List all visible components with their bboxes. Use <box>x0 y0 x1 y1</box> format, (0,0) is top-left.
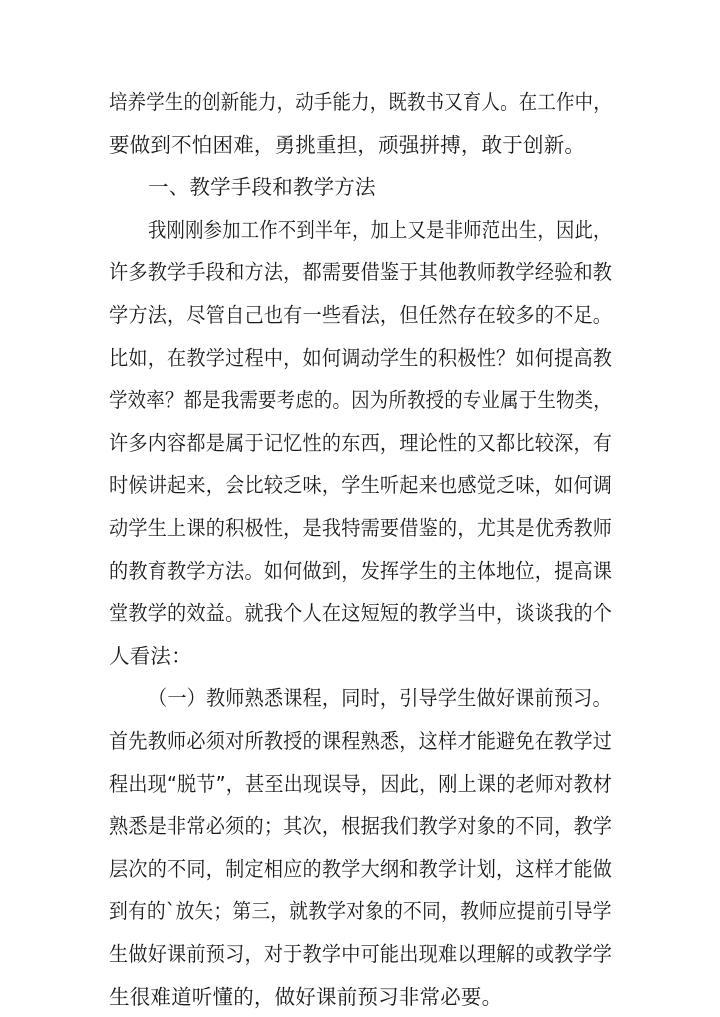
text-line-22: 生很难道听懂的，做好课前预习非常必要。 <box>109 984 503 1009</box>
text-line-12: 的教育教学方法。如何做到，发挥学生的主体地位，提高课 <box>109 558 613 583</box>
text-line-19: 层次的不同，制定相应的教学大纲和教学计划，这样才能做 <box>109 856 613 881</box>
text-line-17: 程出现“脱节”，甚至出现误导，因此，刚上课的老师对教材 <box>109 771 613 796</box>
subsection-heading-1: （一）教师熟悉课程，同时，引导学生做好课前预习。 <box>148 686 612 711</box>
text-line-8: 学效率？都是我需要考虑的。因为所教授的专业属于生物类， <box>109 388 612 413</box>
text-line-10: 时候讲起来，会比较乏味，学生听起来也感觉乏味，如何调 <box>109 473 613 498</box>
text-line-7: 比如，在教学过程中，如何调动学生的积极性？如何提高教 <box>109 345 613 370</box>
text-line-6: 学方法，尽管自己也有一些看法，但任然存在较多的不足。 <box>109 303 613 327</box>
text-line-20: 到有的`放矢；第三，就教学对象的不同，教师应提前引导学 <box>109 899 612 924</box>
section-heading-1: 一、教学手段和教学方法 <box>148 175 376 200</box>
text-line-1: 培养学生的创新能力，动手能力，既教书又育人。在工作中， <box>109 90 612 114</box>
text-line-5: 许多教学手段和方法，都需要借鉴于其他教师教学经验和教 <box>109 260 613 285</box>
text-line-18: 熟悉是非常必须的；其次，根据我们教学对象的不同，教学 <box>109 814 613 839</box>
text-line-11: 动学生上课的积极性，是我特需要借鉴的，尤其是优秀教师 <box>109 516 613 540</box>
text-line-2: 要做到不怕困难，勇挑重担，顽强拼搏，敢于创新。 <box>109 132 586 157</box>
text-line-9: 许多内容都是属于记忆性的东西，理论性的又都比较深，有 <box>109 430 613 455</box>
text-line-21: 生做好课前预习，对于教学中可能出现难以理解的或教学学 <box>109 942 613 966</box>
text-line-13: 堂教学的效益。就我个人在这短短的教学当中，谈谈我的个 <box>109 601 613 626</box>
text-line-14: 人看法： <box>109 643 192 668</box>
text-line-16: 首先教师必须对所教授的课程熟悉，这样才能避免在教学过 <box>109 729 613 753</box>
text-line-4: 我刚刚参加工作不到半年，加上又是非师范出生，因此， <box>148 217 612 242</box>
